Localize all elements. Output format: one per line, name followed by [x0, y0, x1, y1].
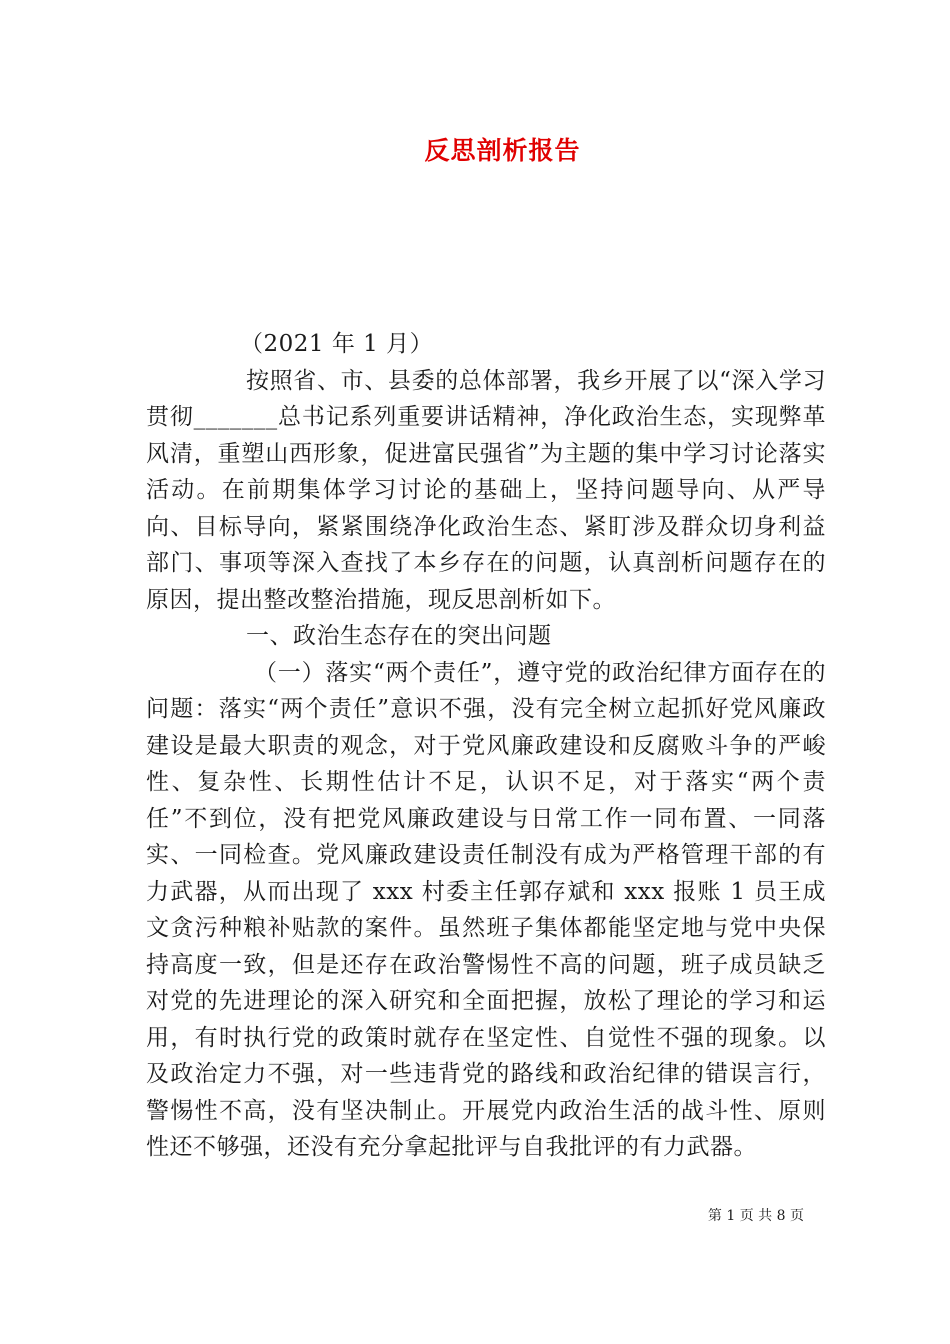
page-number-footer: 第 1 页 共 8 页 [707, 1208, 804, 1224]
document-body [146, 326, 826, 1166]
section-heading: 一、政治生态存在的突出问题 [246, 623, 552, 649]
document-date: （2021 年 1 月） [240, 331, 434, 357]
document-title: 反思剖析报告 [424, 136, 581, 165]
subsection-paragraph: （一）落实“两个责任”，遵守党的政治纪律方面存在的问题：落实“两个责任”意识不强，没有完全树立起抓好党风廉政建设是最大职责的观念，对于党风廉政建设和反腐败斗争的严峻性、复杂性、长期性估计不足，认识不足，对于落实“两个责任”不到位，没有把党风廉政建设与日常工作一同布置、一同落实、一同检查。党风廉政建设责任制没有成为严格管理干部的有力武器，从而出现了 xxx 村委主任郭存斌和 xxx 报账 1 员王成文贪污种粮补贴款的案件。虽然班子集体都能坚定地与党中央保持高度一致，但是还存在政治警惕性不高的问题，班子成员缺乏对党的先进理论的深入研究和全面把握，放松了理论的学习和运用，有时执行党的政策时就存在坚定性、自觉性不强的现象。以及政治定力不强，对一些违背党的路线和政治纪律的错误言行，警惕性不高，没有坚决制止。开展党内政治生活的战斗性、原则性还不够强，还没有充分拿起批评与自我批评的有力武器。 [146, 659, 826, 1160]
intro-paragraph: 按照省、市、县委的总体部署，我乡开展了以“深入学习贯彻_______总书记系列重要讲话精神，净化政治生态，实现弊革风清，重塑山西形象，促进富民强省”为主题的集中学习讨论落实活动。在前期集体学习讨论的基础上，坚持问题导向、从严导向、目标导向，紧紧围绕净化政治生态、紧盯涉及群众切身利益部门、事项等深入查找了本乡存在的问题，认真剖析问题存在的原因，提出整改整治措施，现反思剖析如下。 [146, 367, 826, 613]
